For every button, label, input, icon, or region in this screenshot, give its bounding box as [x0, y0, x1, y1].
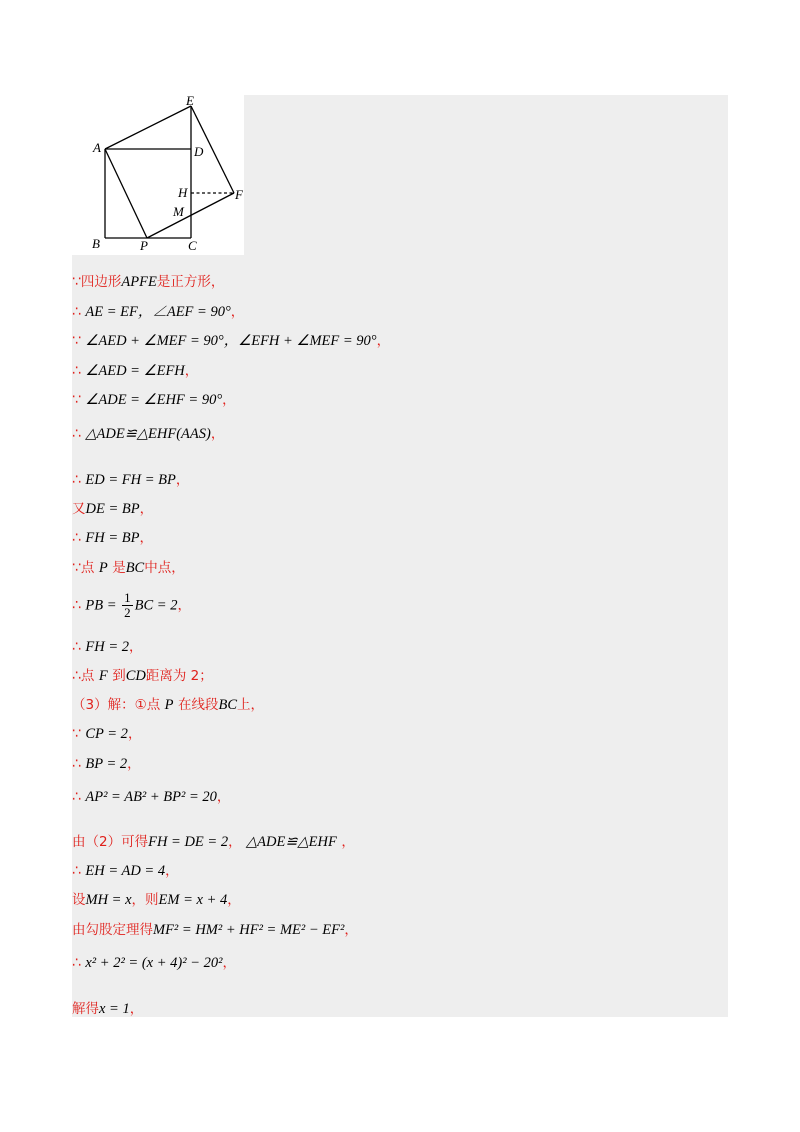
text-red: 由（2）可得	[72, 834, 149, 850]
solution-line	[72, 695, 264, 715]
text-red: ，	[127, 756, 141, 772]
math-expr: BC	[218, 697, 237, 713]
solution-line	[72, 754, 141, 774]
therefore-symbol: ∴	[72, 304, 81, 320]
text-red: ，	[165, 863, 179, 879]
text-red: 点	[80, 668, 95, 684]
math-expr: F	[98, 668, 108, 684]
because-symbol: ∵	[72, 274, 81, 290]
math-expr: APFE	[121, 274, 157, 290]
label-p: P	[140, 238, 148, 253]
therefore-symbol: ∴	[72, 955, 81, 971]
math-expr: DE = BP	[85, 501, 140, 517]
text-red: 设	[72, 892, 86, 908]
solution-line	[72, 302, 244, 322]
text-red: ，	[228, 834, 242, 850]
math-expr: ED = FH = BP	[85, 472, 176, 488]
because-symbol: ∵	[72, 392, 81, 408]
text-red: ，	[129, 639, 143, 655]
solution-line	[72, 272, 224, 292]
therefore-symbol: ∴	[72, 597, 81, 614]
math-expr: BP = 2	[85, 756, 128, 772]
text-red: 上，	[237, 697, 264, 713]
text-red: ，	[127, 726, 142, 742]
text-red: ，	[139, 530, 153, 546]
text-red: 四边形	[80, 274, 122, 290]
label-d: D	[194, 144, 204, 159]
because-symbol: ∵	[72, 726, 81, 742]
solution-line	[72, 390, 236, 410]
therefore-symbol: ∴	[72, 472, 81, 488]
text-red: 又	[72, 501, 86, 517]
therefore-symbol: ∴	[72, 863, 81, 879]
math-expr: MH = x	[85, 892, 132, 908]
solution-line	[72, 861, 179, 881]
label-c: C	[188, 238, 197, 253]
math-expr: x = 1	[99, 1001, 130, 1017]
solution-line	[72, 999, 143, 1019]
label-f: F	[235, 187, 243, 202]
therefore-symbol: ∴	[72, 789, 81, 805]
math-expr: △ADE≌△EHF(AAS)	[85, 426, 211, 442]
math-expr: BC = 2	[134, 597, 178, 614]
solution-line	[72, 666, 213, 686]
text-red: ，	[210, 426, 225, 442]
math-expr: P	[164, 697, 174, 713]
math-expr: △ADE≌△EHF	[246, 834, 337, 850]
text-red: ，	[227, 892, 241, 908]
because-symbol: ∵	[72, 560, 81, 576]
solution-line	[72, 470, 189, 490]
therefore-symbol: ∴	[72, 363, 81, 379]
math-expr: ∠AED = ∠EFH	[85, 363, 185, 379]
math-expr: AE = EF，∠AEF = 90°	[85, 304, 231, 320]
solution-line	[72, 890, 241, 910]
fraction-one-half	[122, 591, 133, 620]
text-red: ，	[222, 392, 236, 408]
label-a: A	[93, 140, 101, 155]
text-red: ，	[139, 501, 154, 517]
text-red: 是	[112, 560, 126, 576]
text-red: 中点，	[144, 560, 185, 576]
solution-line	[72, 331, 390, 351]
text-red: ，	[184, 363, 199, 379]
square-figure-diagram	[72, 95, 244, 255]
math-expr: EH = AD = 4	[85, 863, 166, 879]
solution-line	[72, 591, 191, 620]
math-expr: FH = BP	[85, 530, 140, 546]
solution-line	[72, 953, 236, 973]
label-e: E	[186, 95, 194, 108]
math-expr: PB =	[85, 597, 121, 614]
text-red: 到	[112, 668, 126, 684]
text-red: ，	[129, 1001, 144, 1017]
math-expr: ∠ADE = ∠EHF = 90°	[85, 392, 223, 408]
solution-line	[72, 920, 358, 940]
fraction-numerator: 1	[124, 590, 131, 605]
therefore-symbol: ∴	[72, 639, 81, 655]
therefore-symbol: ∴	[72, 756, 81, 772]
math-expr: EM = x + 4	[158, 892, 228, 908]
math-expr: P	[98, 560, 108, 576]
therefore-symbol: ∴	[72, 530, 81, 546]
math-expr: BC	[125, 560, 145, 576]
solution-line	[72, 558, 185, 578]
solution-line	[72, 361, 198, 381]
text-red: 是正方形，	[156, 274, 225, 290]
solution-line	[72, 832, 355, 852]
text-red: ，	[341, 834, 355, 850]
math-expr: CD	[125, 668, 146, 684]
math-expr: ∠AED + ∠MEF = 90°，∠EFH + ∠MEF = 90°	[85, 333, 377, 349]
text-red: ，	[344, 922, 358, 938]
solution-line	[72, 424, 224, 444]
solution-line	[72, 787, 230, 807]
math-expr: AP² = AB² + BP² = 20	[85, 789, 217, 805]
therefore-symbol: ∴	[72, 668, 81, 684]
text-red: ，	[175, 472, 190, 488]
math-expr: x² + 2² = (x + 4)² − 20²	[85, 955, 223, 971]
text-red: 点	[80, 560, 95, 576]
math-expr: FH = DE = 2	[148, 834, 229, 850]
geometry-figure	[72, 95, 244, 255]
solution-line	[72, 528, 153, 548]
segment-ap	[105, 149, 147, 238]
math-expr: FH = 2	[85, 639, 129, 655]
because-symbol: ∵	[72, 333, 81, 349]
solution-line	[72, 637, 143, 657]
label-m: M	[173, 204, 184, 219]
math-expr: CP = 2	[85, 726, 128, 742]
solution-line	[72, 724, 141, 744]
text-red: ，	[230, 304, 245, 320]
text-red: 由勾股定理得	[72, 922, 153, 938]
text-red: （3）解：①点	[72, 697, 161, 713]
text-red: 距离为 2；	[145, 668, 213, 684]
text-red: 解得	[72, 1001, 99, 1017]
therefore-symbol: ∴	[72, 426, 81, 442]
fraction-denominator: 2	[124, 605, 131, 620]
text-red: 在线段	[177, 697, 219, 713]
solution-line	[72, 499, 153, 519]
text-red: ，则	[131, 892, 159, 908]
text-red: ，	[216, 789, 231, 805]
text-red: ，	[222, 955, 236, 971]
text-red: ，	[177, 597, 191, 614]
segment-ea	[105, 106, 191, 149]
math-expr: MF² = HM² + HF² = ME² − EF²	[153, 922, 345, 938]
label-h: H	[178, 185, 188, 200]
text-red: ，	[376, 333, 391, 349]
label-b: B	[92, 236, 100, 251]
